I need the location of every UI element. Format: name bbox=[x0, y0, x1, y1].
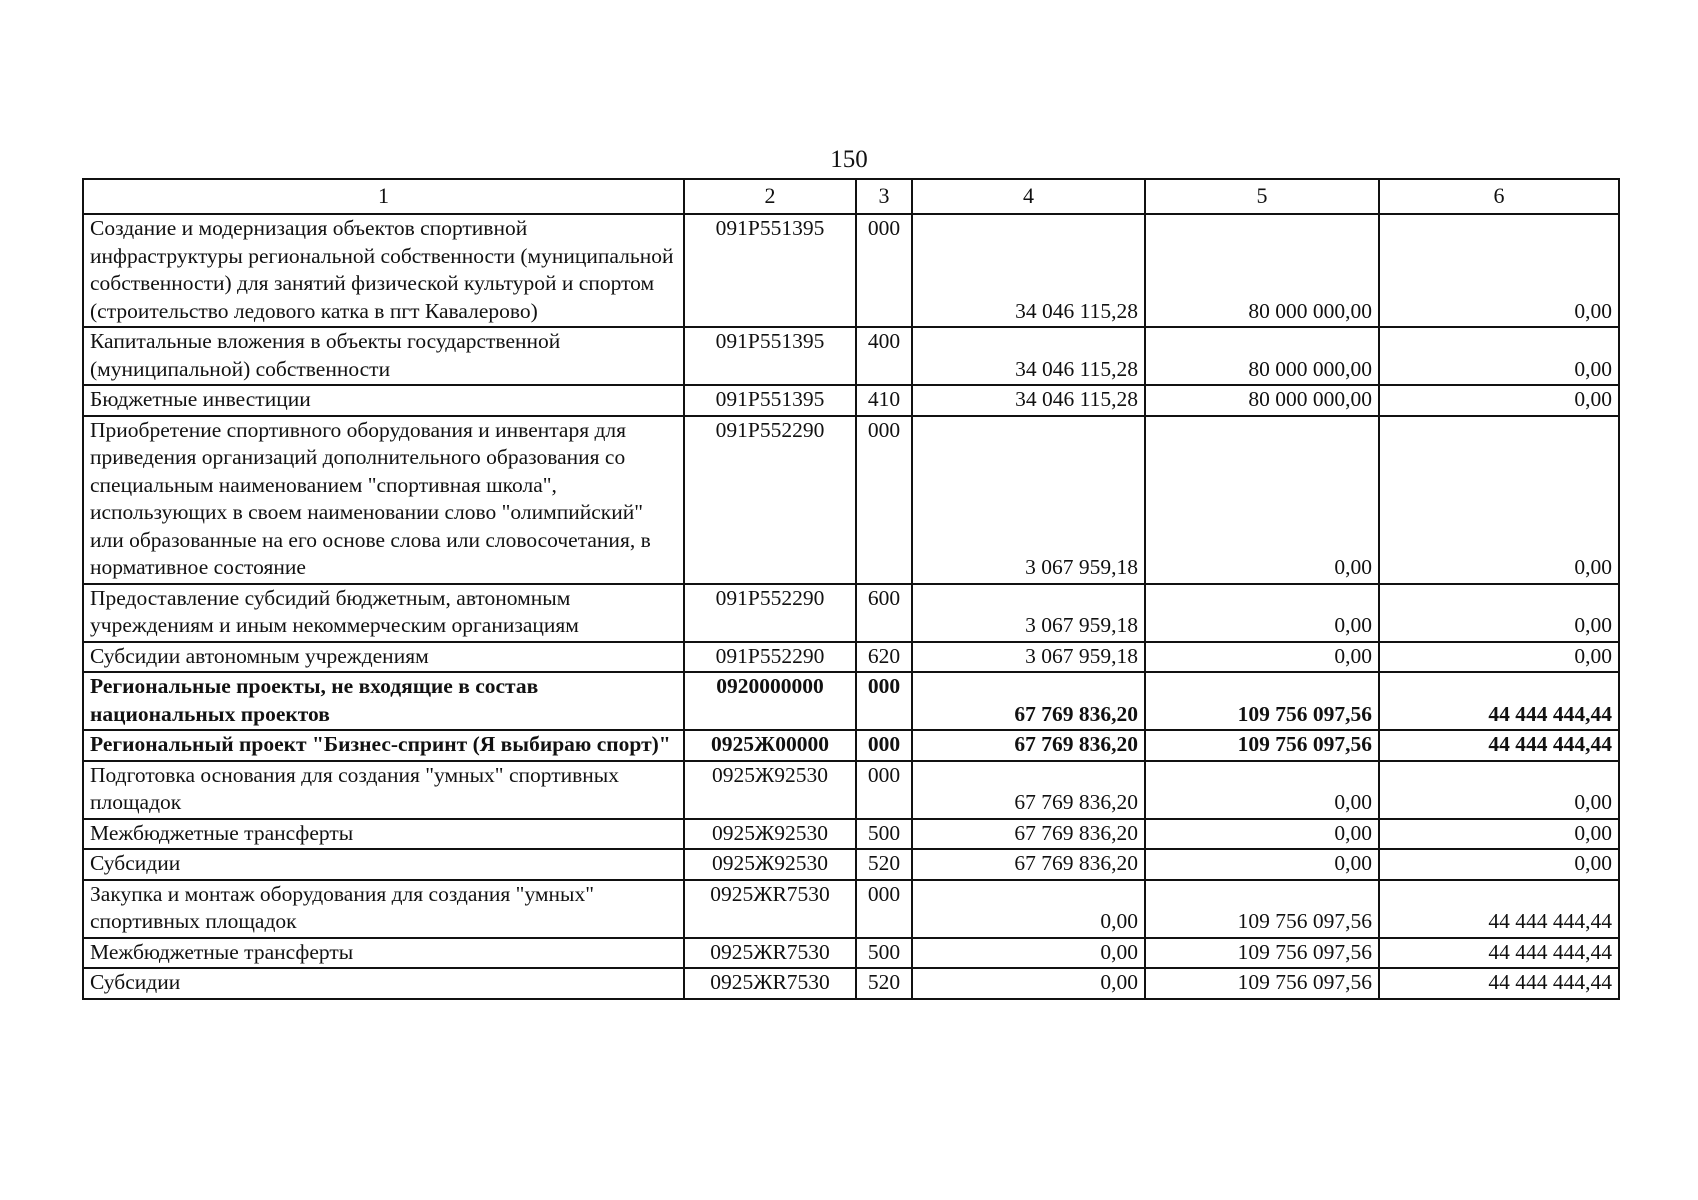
row-name: Субсидии bbox=[83, 968, 684, 999]
table-row bbox=[83, 385, 1619, 416]
header-col-5: 5 bbox=[1145, 179, 1379, 214]
row-amount-col-4: 3 067 959,18 bbox=[912, 642, 1145, 673]
row-type: 400 bbox=[856, 327, 912, 385]
row-name: Подготовка основания для создания "умных" спортивных площадок bbox=[83, 761, 684, 819]
row-code: 0925ЖR7530 bbox=[684, 880, 856, 938]
row-amount-col-5: 0,00 bbox=[1145, 761, 1379, 819]
row-amount-col-6: 0,00 bbox=[1379, 761, 1619, 819]
row-code: 091Р552290 bbox=[684, 416, 856, 584]
table-row bbox=[83, 819, 1619, 850]
row-code: 0925Ж00000 bbox=[684, 730, 856, 761]
row-amount-col-6: 0,00 bbox=[1379, 584, 1619, 642]
row-amount-col-6: 0,00 bbox=[1379, 642, 1619, 673]
table-row bbox=[83, 672, 1619, 730]
row-amount-col-5: 109 756 097,56 bbox=[1145, 880, 1379, 938]
row-code: 0925ЖR7530 bbox=[684, 968, 856, 999]
row-amount-col-4: 34 046 115,28 bbox=[912, 214, 1145, 327]
table-row bbox=[83, 849, 1619, 880]
row-name: Предоставление субсидий бюджетным, автономным учреждениям и иным некоммерческим организациям bbox=[83, 584, 684, 642]
row-amount-col-4: 3 067 959,18 bbox=[912, 584, 1145, 642]
row-amount-col-6: 44 444 444,44 bbox=[1379, 968, 1619, 999]
row-amount-col-5: 80 000 000,00 bbox=[1145, 385, 1379, 416]
row-name: Закупка и монтаж оборудования для создания "умных" спортивных площадок bbox=[83, 880, 684, 938]
page-number: 150 bbox=[830, 146, 868, 173]
row-name: Межбюджетные трансферты bbox=[83, 819, 684, 850]
table-row bbox=[83, 938, 1619, 969]
row-name: Бюджетные инвестиции bbox=[83, 385, 684, 416]
header-row bbox=[83, 179, 1619, 214]
row-type: 500 bbox=[856, 819, 912, 850]
row-name: Создание и модернизация объектов спортивной инфраструктуры региональной собственности (муниципальной собственности) для занятий физической культурой и спортом (строительство ледового катка в пгт Кавалерово) bbox=[83, 214, 684, 327]
table-row bbox=[83, 327, 1619, 385]
header-col-4: 4 bbox=[912, 179, 1145, 214]
row-amount-col-6: 44 444 444,44 bbox=[1379, 672, 1619, 730]
row-amount-col-6: 0,00 bbox=[1379, 327, 1619, 385]
table-body bbox=[83, 214, 1619, 999]
row-type: 000 bbox=[856, 416, 912, 584]
row-type: 000 bbox=[856, 761, 912, 819]
row-name: Приобретение спортивного оборудования и инвентаря для приведения организаций дополнительного образования со специальным наименованием "спортивная школа", использующих в своем наименовании слово "олимпийский" или образованные на его основе слова или словосочетания, в нормативное состояние bbox=[83, 416, 684, 584]
row-amount-col-4: 67 769 836,20 bbox=[912, 819, 1145, 850]
row-type: 520 bbox=[856, 849, 912, 880]
row-amount-col-4: 0,00 bbox=[912, 968, 1145, 999]
row-code: 091Р551395 bbox=[684, 327, 856, 385]
row-type: 620 bbox=[856, 642, 912, 673]
row-type: 520 bbox=[856, 968, 912, 999]
row-type: 000 bbox=[856, 730, 912, 761]
row-type: 500 bbox=[856, 938, 912, 969]
row-code: 0925ЖR7530 bbox=[684, 938, 856, 969]
row-code: 091Р552290 bbox=[684, 584, 856, 642]
header-col-2: 2 bbox=[684, 179, 856, 214]
row-name: Капитальные вложения в объекты государственной (муниципальной) собственности bbox=[83, 327, 684, 385]
row-amount-col-6: 0,00 bbox=[1379, 214, 1619, 327]
table-row bbox=[83, 730, 1619, 761]
row-amount-col-4: 34 046 115,28 bbox=[912, 385, 1145, 416]
header-col-1: 1 bbox=[83, 179, 684, 214]
row-code: 0925Ж92530 bbox=[684, 849, 856, 880]
table-row bbox=[83, 880, 1619, 938]
row-amount-col-5: 80 000 000,00 bbox=[1145, 214, 1379, 327]
row-type: 000 bbox=[856, 214, 912, 327]
header-col-3: 3 bbox=[856, 179, 912, 214]
row-amount-col-5: 109 756 097,56 bbox=[1145, 938, 1379, 969]
row-amount-col-6: 0,00 bbox=[1379, 849, 1619, 880]
row-name: Региональные проекты, не входящие в состав национальных проектов bbox=[83, 672, 684, 730]
row-type: 410 bbox=[856, 385, 912, 416]
table-row bbox=[83, 416, 1619, 584]
row-name: Межбюджетные трансферты bbox=[83, 938, 684, 969]
header-col-6: 6 bbox=[1379, 179, 1619, 214]
row-name: Субсидии bbox=[83, 849, 684, 880]
row-amount-col-5: 109 756 097,56 bbox=[1145, 672, 1379, 730]
row-amount-col-6: 44 444 444,44 bbox=[1379, 938, 1619, 969]
row-code: 091Р552290 bbox=[684, 642, 856, 673]
row-type: 000 bbox=[856, 880, 912, 938]
row-amount-col-6: 44 444 444,44 bbox=[1379, 730, 1619, 761]
row-amount-col-4: 0,00 bbox=[912, 938, 1145, 969]
row-amount-col-5: 0,00 bbox=[1145, 849, 1379, 880]
row-code: 0920000000 bbox=[684, 672, 856, 730]
row-amount-col-5: 0,00 bbox=[1145, 819, 1379, 850]
row-amount-col-4: 67 769 836,20 bbox=[912, 672, 1145, 730]
row-amount-col-4: 67 769 836,20 bbox=[912, 849, 1145, 880]
row-code: 0925Ж92530 bbox=[684, 819, 856, 850]
row-name: Субсидии автономным учреждениям bbox=[83, 642, 684, 673]
row-code: 0925Ж92530 bbox=[684, 761, 856, 819]
row-code: 091Р551395 bbox=[684, 214, 856, 327]
row-amount-col-4: 0,00 bbox=[912, 880, 1145, 938]
row-amount-col-5: 0,00 bbox=[1145, 584, 1379, 642]
table-row bbox=[83, 214, 1619, 327]
row-type: 600 bbox=[856, 584, 912, 642]
row-amount-col-5: 0,00 bbox=[1145, 642, 1379, 673]
row-amount-col-5: 80 000 000,00 bbox=[1145, 327, 1379, 385]
row-type: 000 bbox=[856, 672, 912, 730]
row-amount-col-4: 3 067 959,18 bbox=[912, 416, 1145, 584]
budget-table bbox=[82, 178, 1620, 1000]
row-amount-col-6: 0,00 bbox=[1379, 819, 1619, 850]
table-row bbox=[83, 968, 1619, 999]
table-row bbox=[83, 584, 1619, 642]
row-amount-col-5: 0,00 bbox=[1145, 416, 1379, 584]
row-amount-col-4: 67 769 836,20 bbox=[912, 761, 1145, 819]
row-amount-col-5: 109 756 097,56 bbox=[1145, 730, 1379, 761]
table-row bbox=[83, 642, 1619, 673]
row-amount-col-4: 34 046 115,28 bbox=[912, 327, 1145, 385]
row-name: Региональный проект "Бизнес-спринт (Я выбираю спорт)" bbox=[83, 730, 684, 761]
row-amount-col-4: 67 769 836,20 bbox=[912, 730, 1145, 761]
row-amount-col-5: 109 756 097,56 bbox=[1145, 968, 1379, 999]
table-row bbox=[83, 761, 1619, 819]
row-code: 091Р551395 bbox=[684, 385, 856, 416]
row-amount-col-6: 0,00 bbox=[1379, 385, 1619, 416]
row-amount-col-6: 44 444 444,44 bbox=[1379, 880, 1619, 938]
row-amount-col-6: 0,00 bbox=[1379, 416, 1619, 584]
